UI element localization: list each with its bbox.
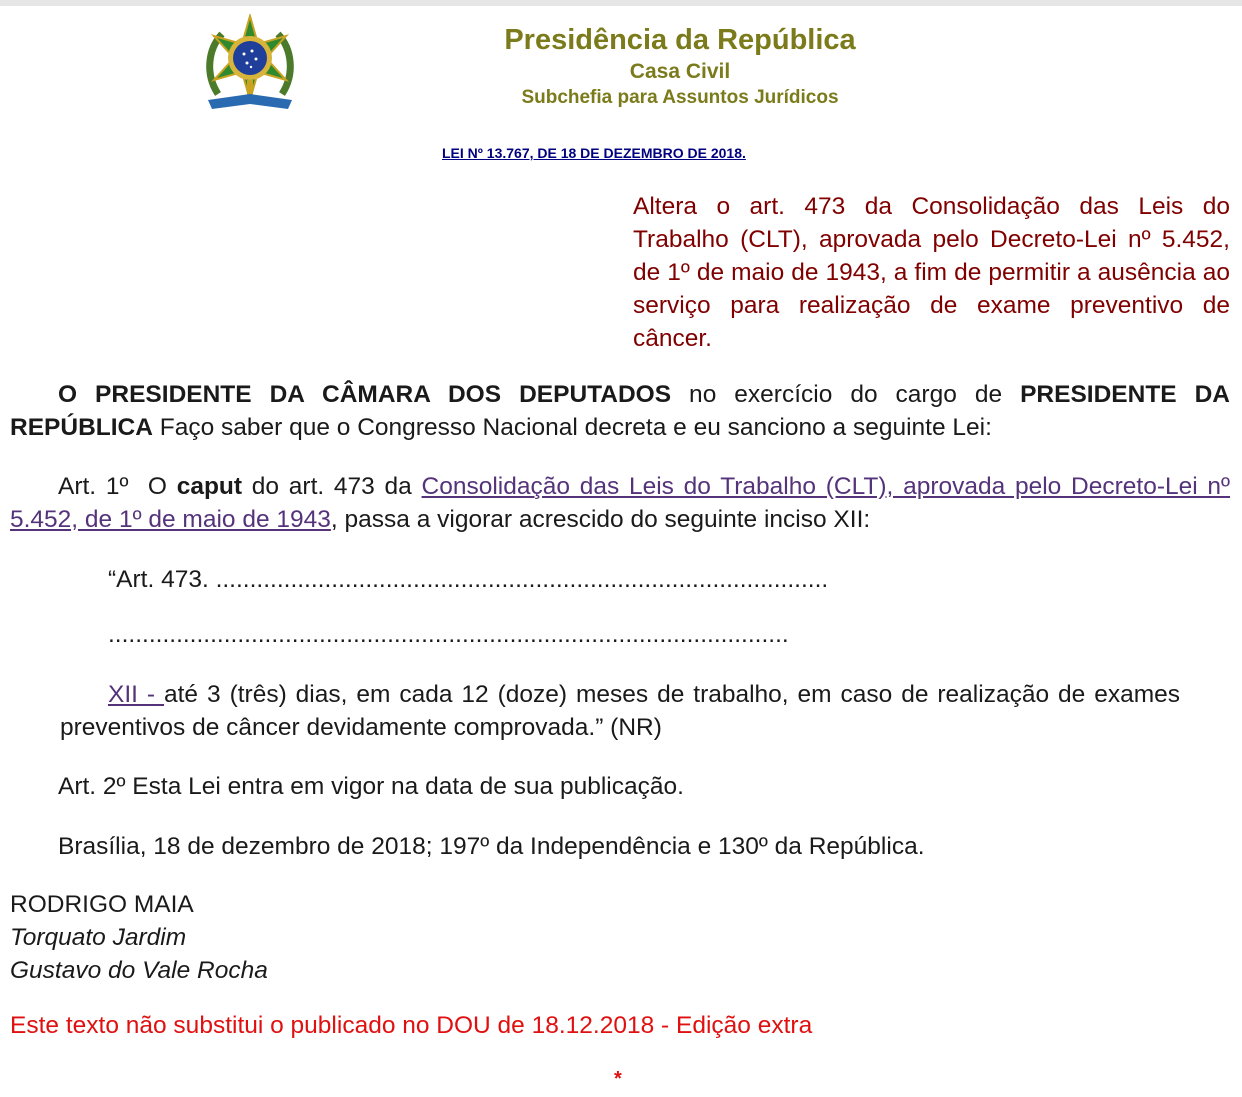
omitted-text-dots: ....................................................................................................: [108, 621, 789, 648]
signatures: [10, 888, 268, 987]
signature-rodrigo-maia: RODRIGO MAIA: [10, 891, 194, 918]
brazil-coat-of-arms-icon: [200, 14, 300, 114]
article-1-text-b: do art. 473 da: [242, 473, 422, 500]
signature-torquato-jardim: Torquato Jardim: [10, 924, 187, 951]
inciso-xii-text: até 3 (três) dias, em cada 12 (doze) meses de trabalho, em caso de realização de exames preventivos de câncer devidamente comprovada.” (NR): [60, 681, 1180, 741]
signature-gustavo-rocha: Gustavo do Vale Rocha: [10, 957, 268, 984]
article-1-caput: caput: [176, 473, 243, 500]
subchefia-subtitle: Subchefia para Assuntos Jurídicos: [521, 87, 839, 108]
casa-civil-subtitle: Casa Civil: [629, 60, 731, 83]
article-1: [10, 470, 1230, 536]
article-1-label: Art. 1º: [58, 473, 129, 500]
top-border: [0, 0, 1242, 6]
place-date: Brasília, 18 de dezembro de 2018; 197º da Independência e 130º da República.: [58, 833, 925, 860]
law-title-link[interactable]: LEI Nº 13.767, DE 18 DE DEZEMBRO DE 2018.: [442, 145, 746, 161]
preamble-text-1: no exercício do cargo de: [671, 381, 1021, 408]
disclaimer: Este texto não substitui o publicado no DOU de 18.12.2018 - Edição extra: [10, 1012, 813, 1039]
ementa: Altera o art. 473 da Consolidação das Leis do Trabalho (CLT), aprovada pelo Decreto-Lei nº 5.452, de 1º de maio de 1943, a fim de permitir a ausência ao serviço para realização de exame preventivo de câncer.: [633, 193, 1230, 352]
inciso-xii: [60, 678, 1180, 744]
preamble-bold-1: O PRESIDENTE DA CÂMARA DOS DEPUTADOS: [58, 381, 672, 408]
preamble-bold-2: PRESIDENTE DA REPÚBLICA: [10, 381, 1230, 441]
quoted-article-473: “Art. 473. ..........................................................................................: [108, 566, 829, 593]
presidencia-title: Presidência da República: [504, 24, 856, 56]
preamble-paragraph: [10, 378, 1230, 444]
header: [380, 22, 980, 111]
article-1-text-c: , passa a vigorar acrescido do seguinte inciso XII:: [330, 506, 871, 533]
preamble-text-2: Faço saber que o Congresso Nacional decreta e eu sanciono a seguinte Lei:: [152, 414, 992, 441]
article-1-text-a: O: [128, 473, 177, 500]
footer-asterisk: *: [614, 1068, 622, 1090]
article-2: Art. 2º Esta Lei entra em vigor na data de sua publicação.: [58, 773, 684, 800]
inciso-xii-link[interactable]: XII -: [108, 681, 164, 708]
clt-link[interactable]: Consolidação das Leis do Trabalho (CLT), aprovada pelo Decreto-Lei nº 5.452, de 1º de maio de 1943: [10, 473, 1230, 533]
